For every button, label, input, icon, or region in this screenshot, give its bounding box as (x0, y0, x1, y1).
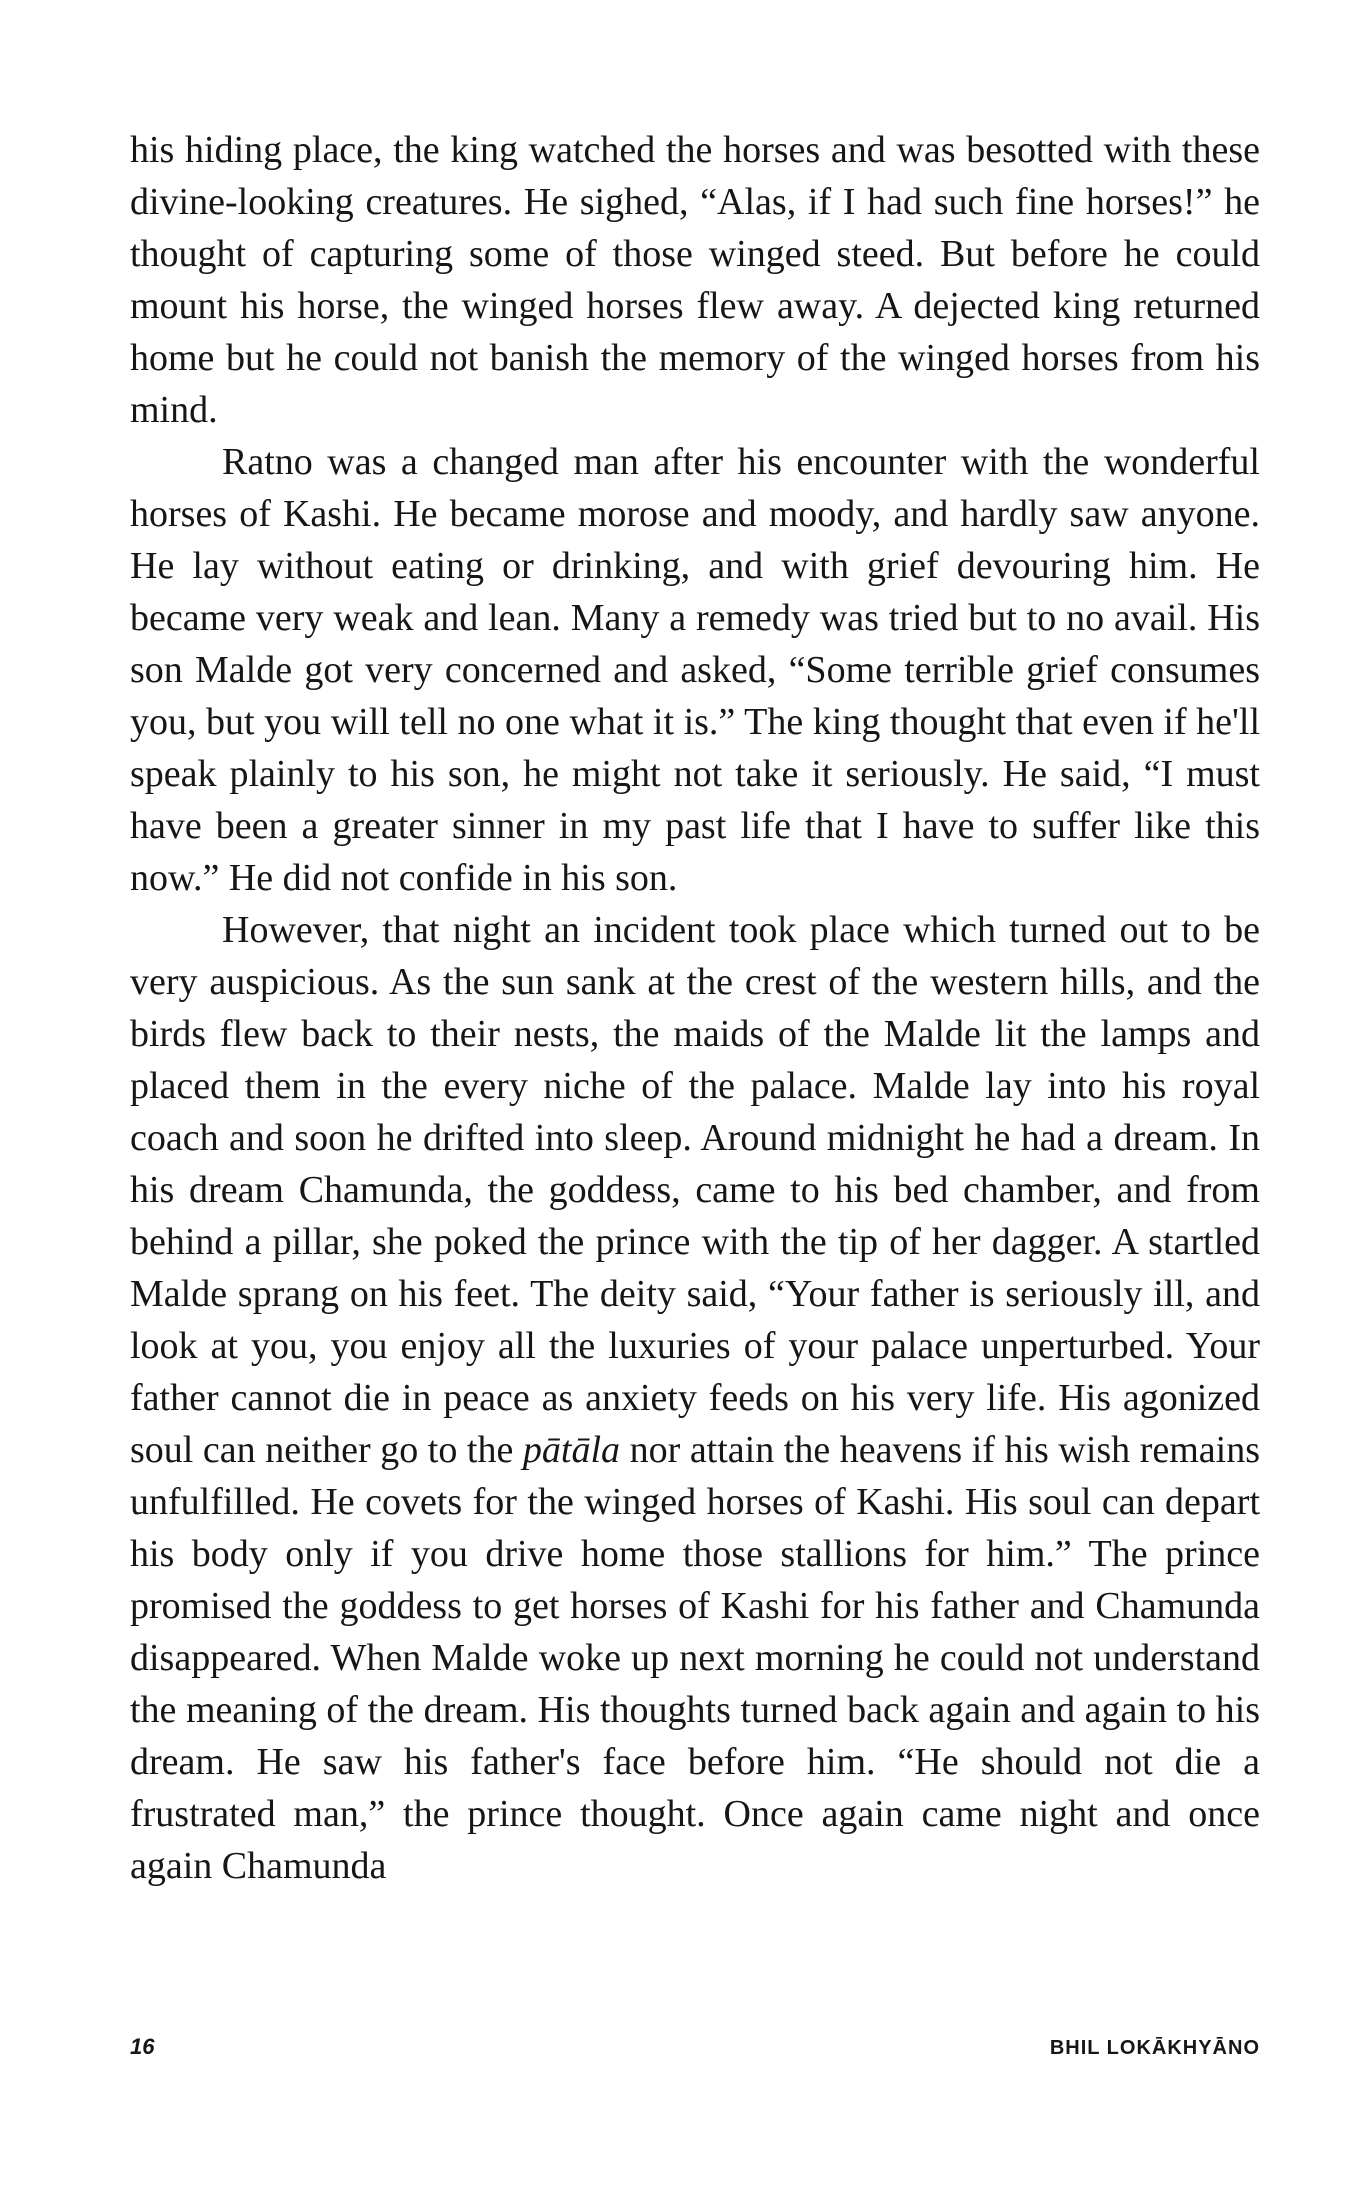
paragraph-3-continued: nor attain the heavens if his wish remains unfulfilled. He covets for the winged horses of Kashi. His soul can depart his body only if you drive home those stallions for him.” The prince promised the goddess to get horses of Kashi for his father and Chamunda disappeared. When Malde woke up next morning he could not understand the meaning of the dream. His thoughts turned back again and again to his dream. He saw his father's face before him. “He should not die a frustrated man,” the prince thought. Once again came night and once again Chamunda (130, 1429, 1261, 1887)
page-body (130, 124, 1260, 1892)
paragraph-1: his hiding place, the king watched the horses and was besotted with these divine-looking creatures. He sighed, “Alas, if I had such fine horses!” he thought of capturing some of those winged steed. But before he could mount his horse, the winged horses flew away. A dejected king returned home but he could not banish the memory of the winged horses from his mind. (130, 129, 1260, 431)
page-number: 16 (130, 2034, 155, 2059)
page-footer (130, 2034, 1260, 2060)
running-title: BHIL LOKĀKHYĀNO (1049, 2037, 1260, 2059)
paragraph-3 (130, 904, 1260, 1892)
paragraph-3-start: However, that night an incident took place which turned out to be very auspicious. As the sun sank at the crest of the western hills, and the birds flew back to their nests, the maids of the Malde lit the lamps and placed them in the every niche of the palace. Malde lay into his royal coach and soon he drifted into sleep. Around midnight he had a dream. In his dream Chamunda, the goddess, came to his bed chamber, and from behind a pillar, she poked the prince with the tip of her dagger. A startled Malde sprang on his feet. The deity said, “Your father is seriously ill, and look at you, you enjoy all the luxuries of your palace unperturbed. Your father cannot die in peace as anxiety feeds on his very life. His agonized soul can neither go to the (130, 909, 1260, 1471)
italic-term: pātāla (522, 1429, 621, 1471)
paragraph-2: Ratno was a changed man after his encounter with the wonderful horses of Kashi. He became morose and moody, and hardly saw anyone. He lay without eating or drinking, and with grief devouring him. He became very weak and lean. Many a remedy was tried but to no avail. His son Malde got very concerned and asked, “Some terrible grief consumes you, but you will tell no one what it is.” The king thought that even if he'll speak plainly to his son, he might not take it seriously. He said, “I must have been a greater sinner in my past life that I have to suffer like this now.” He did not confide in his son. (130, 441, 1260, 899)
